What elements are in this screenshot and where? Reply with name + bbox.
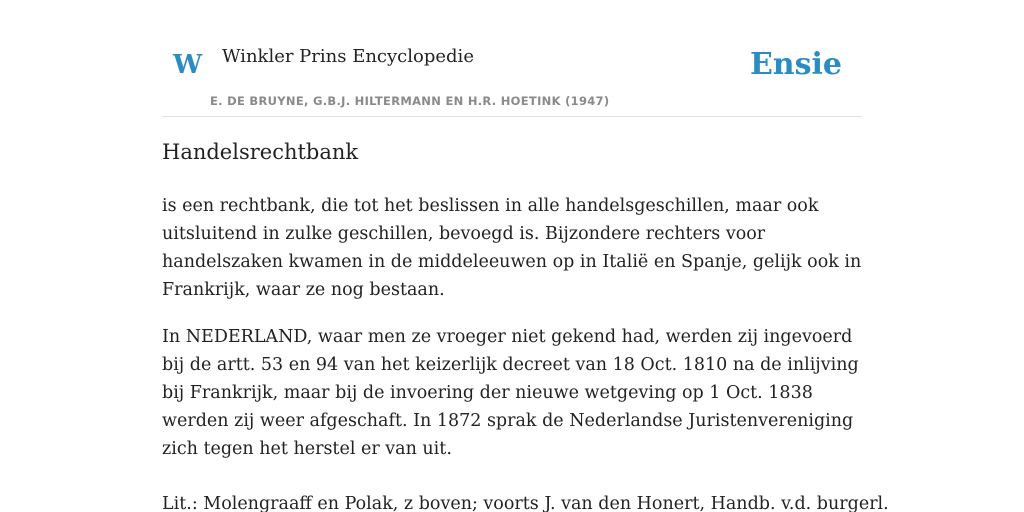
article-paragraph: In NEDERLAND, waar men ze vroeger niet gekend had, werden zij ingevoerd bij de artt. 53 en 94 van het keizerlijk decreet van 18 Oct. 1810 na de inlijving bij Frankrijk, maar bij de invoering der nieuwe wetgeving op 1 Oct. 1838 werden zij weer afgeschaft. In 1872 sprak de Nederlandse Juristenvereniging zich tegen het herstel er van uit. [162,327,859,459]
source-header [162,0,862,117]
source-authors: E. DE BRUYNE, G.B.J. HILTERMANN EN H.R. HOETINK (1947) [210,94,610,108]
article-paragraph: is een rechtbank, die tot het beslissen in alle handelsgeschillen, maar ook uitsluitend in zulke geschillen, bevoegd is. Bijzondere rechters voor handelszaken kwamen in de middeleeuwen op in Italië en Spanje, gelijk ook in Frankrijk, waar ze nog bestaan. [162,196,862,300]
source-title[interactable]: Winkler Prins Encyclopedie [222,46,474,67]
article-body [162,192,889,512]
literature-reference: Lit.: Molengraaff en Polak, z boven; voorts J. van den Honert, Handb. v.d. burgerl. [162,494,889,512]
winkler-prins-logo[interactable]: W [173,50,203,80]
article-title: Handelsrechtbank [162,140,359,164]
ensie-logo-link[interactable]: Ensie [749,47,842,82]
